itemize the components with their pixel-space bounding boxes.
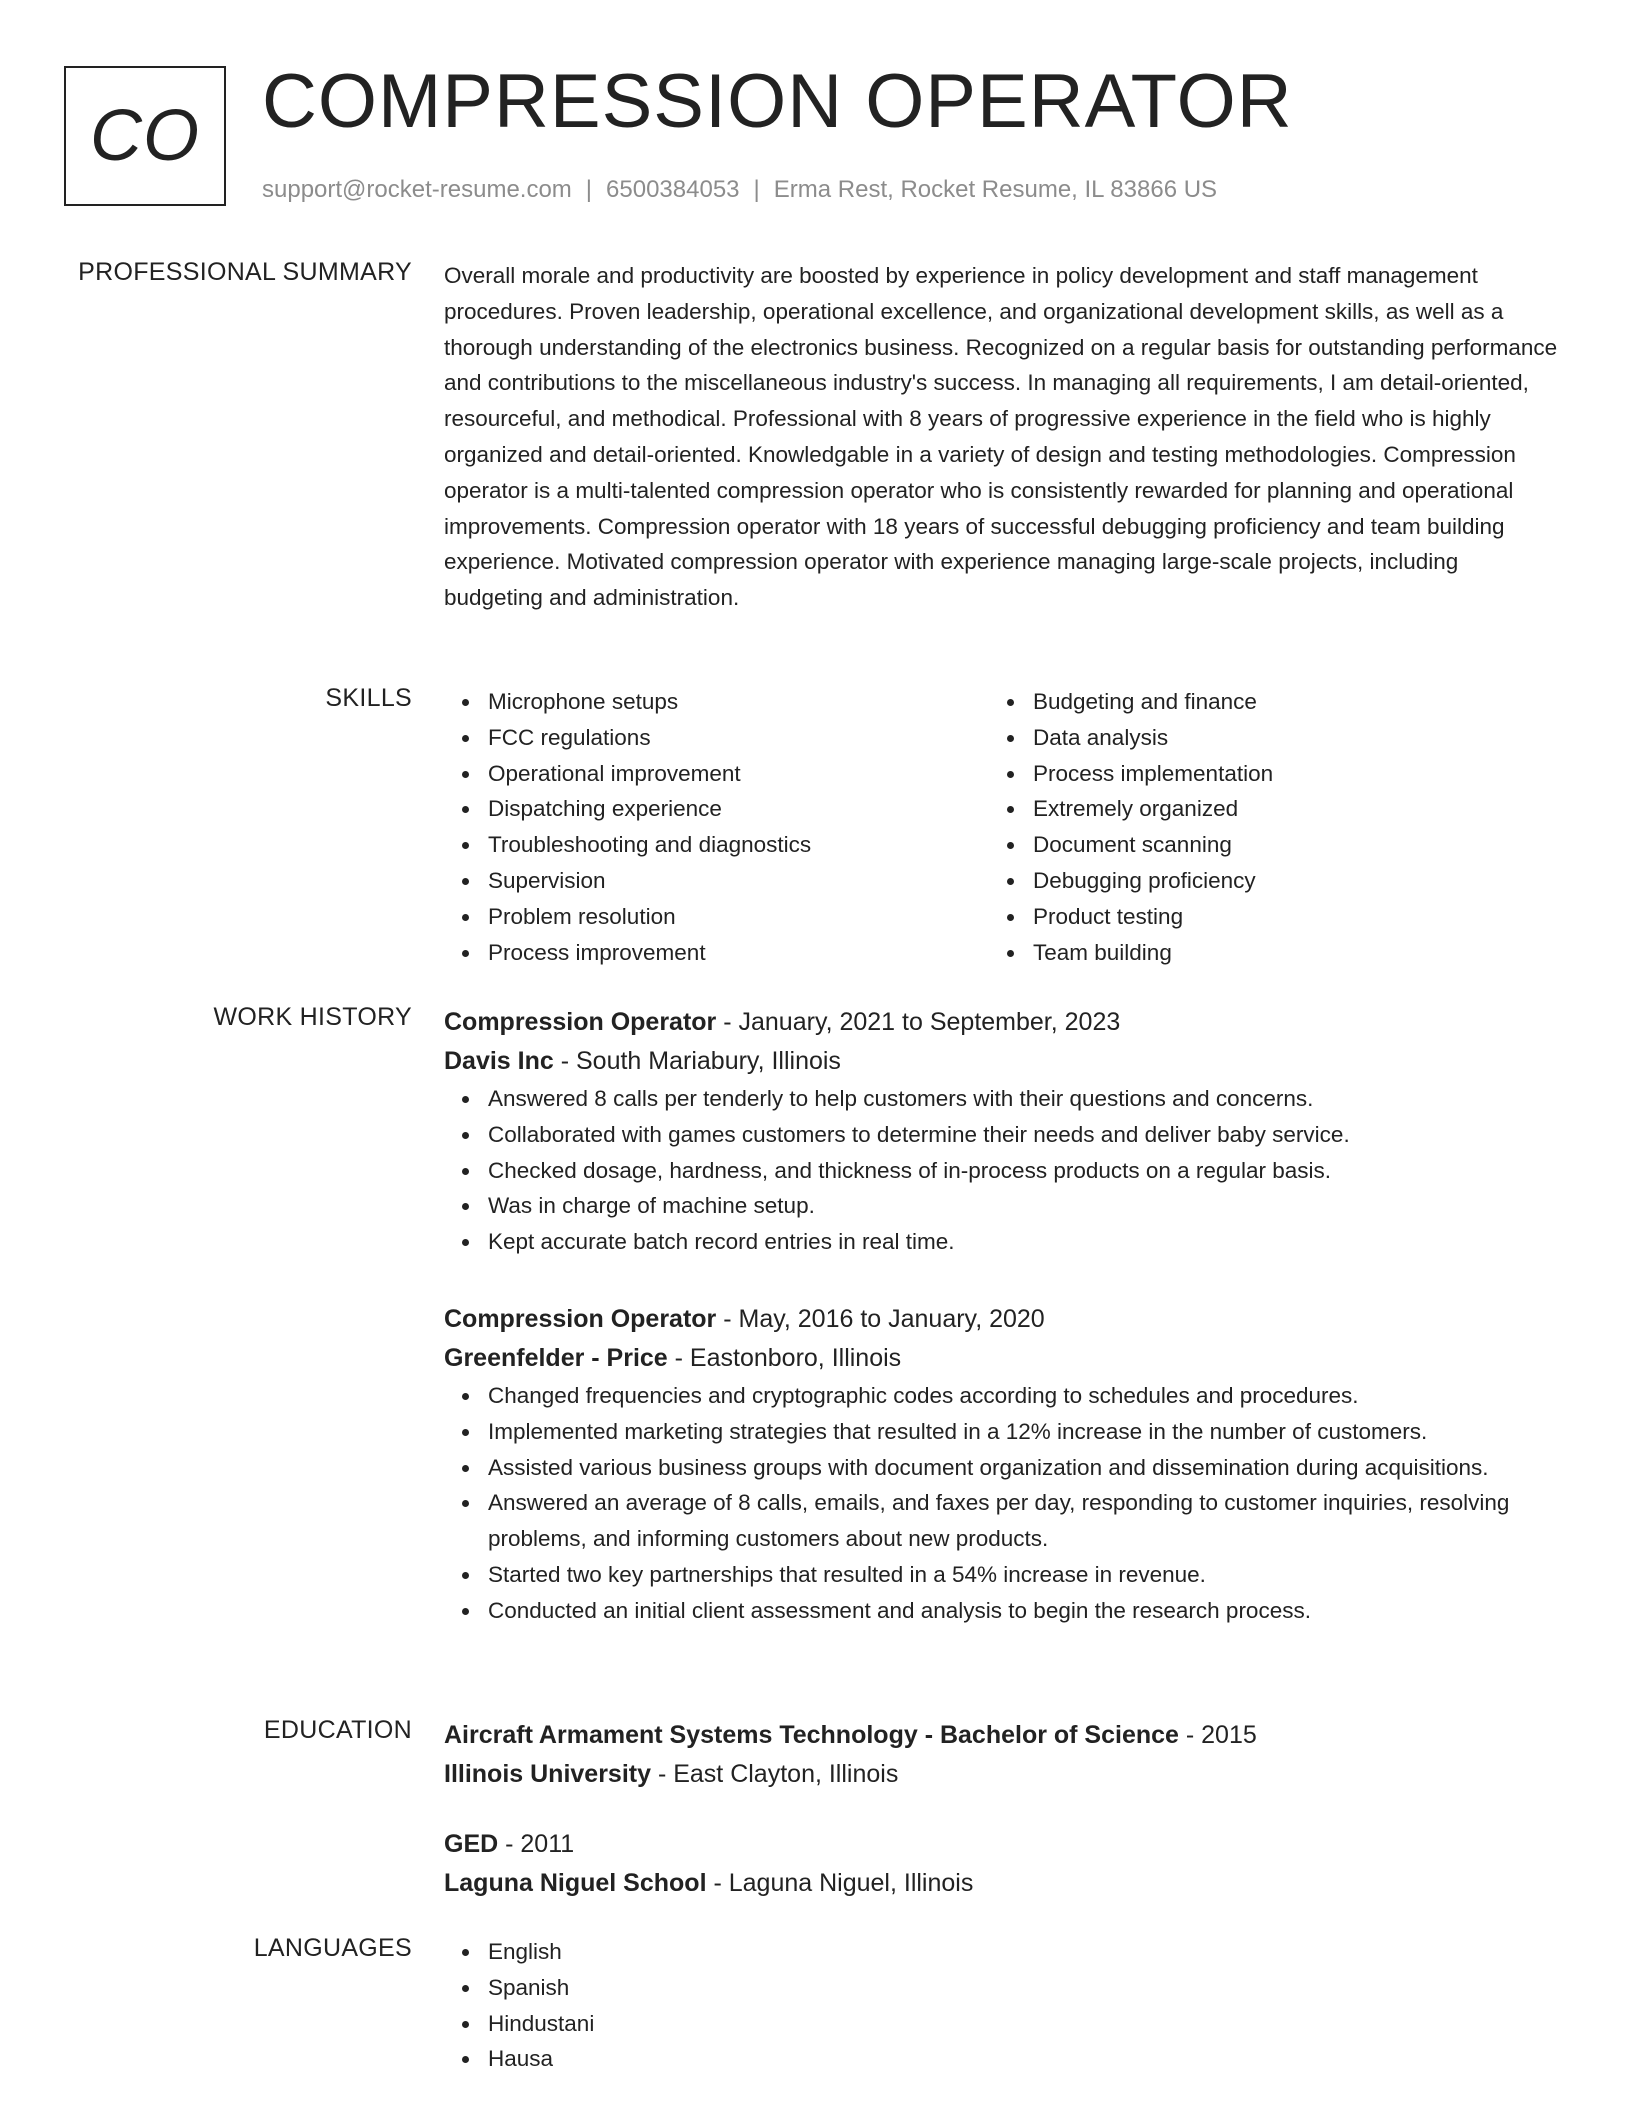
job-title-line — [444, 1300, 1560, 1339]
job-location: - Eastonboro, Illinois — [667, 1343, 902, 1372]
language-item: English — [488, 1934, 1560, 1970]
job-dates: - May, 2016 to January, 2020 — [716, 1304, 1045, 1333]
section-heading-languages: LANGUAGES — [253, 1934, 412, 1962]
languages-list — [444, 1934, 1560, 2077]
job-company-line — [444, 1042, 1560, 1081]
section-heading-work-history: WORK HISTORY — [213, 1003, 412, 1031]
language-item: Hindustani — [488, 2006, 1560, 2042]
skills-column-left — [444, 684, 989, 970]
school-name: Laguna Niguel School — [444, 1869, 707, 1897]
education-entry — [444, 1716, 1560, 1794]
skill-item: Team building — [1033, 935, 1534, 971]
contact-email: support@rocket-resume.com — [262, 176, 572, 203]
job-entry — [444, 1300, 1560, 1629]
school-line — [444, 1864, 1560, 1903]
job-company: Greenfelder - Price — [444, 1343, 668, 1372]
skill-item: Document scanning — [1033, 827, 1534, 863]
job-entry — [444, 1003, 1560, 1260]
job-company-line — [444, 1339, 1560, 1378]
skills-column-right — [989, 684, 1534, 970]
contact-phone: 6500384053 — [606, 176, 740, 203]
degree-line — [444, 1716, 1560, 1755]
skill-item: Extremely organized — [1033, 791, 1534, 827]
summary-body — [444, 258, 1560, 616]
education-body — [444, 1716, 1560, 1903]
job-location: - South Mariabury, Illinois — [553, 1047, 841, 1075]
section-heading-skills: SKILLS — [325, 684, 412, 712]
languages-body — [444, 1934, 1560, 2077]
skills-columns — [444, 684, 1560, 970]
school-location: - Laguna Niguel, Illinois — [706, 1869, 974, 1897]
job-duties-list — [444, 1378, 1560, 1629]
degree-year: - 2011 — [498, 1830, 575, 1858]
language-item: Spanish — [488, 1970, 1560, 2006]
school-location: - East Clayton, Illinois — [651, 1760, 899, 1788]
monogram-box — [64, 66, 226, 206]
job-duty: Started two key partnerships that resulted in a 54% increase in revenue. — [488, 1557, 1560, 1593]
work-history-body — [444, 1003, 1560, 1629]
skill-item: Troubleshooting and diagnostics — [488, 827, 989, 863]
candidate-name: COMPRESSION OPERATOR — [262, 59, 1293, 144]
school-line — [444, 1755, 1560, 1794]
job-title-line — [444, 1003, 1560, 1042]
degree-line — [444, 1825, 1560, 1864]
job-duty: Checked dosage, hardness, and thickness of in-process products on a regular basis. — [488, 1153, 1560, 1189]
degree-year: - 2015 — [1178, 1721, 1257, 1749]
job-duty: Kept accurate batch record entries in real time. — [488, 1224, 1560, 1260]
monogram-initials: CO — [90, 96, 200, 176]
job-duties-list — [444, 1081, 1560, 1260]
skill-item: FCC regulations — [488, 720, 989, 756]
job-duty: Implemented marketing strategies that resulted in a 12% increase in the number of customers. — [488, 1414, 1560, 1450]
skill-item: Process improvement — [488, 935, 989, 971]
skill-item: Dispatching experience — [488, 791, 989, 827]
contact-separator: | — [753, 176, 760, 203]
skill-item: Operational improvement — [488, 756, 989, 792]
education-entry — [444, 1825, 1560, 1903]
skill-item: Budgeting and finance — [1033, 684, 1534, 720]
skill-item: Supervision — [488, 863, 989, 899]
job-duty: Collaborated with games customers to determine their needs and deliver baby service. — [488, 1117, 1560, 1153]
skill-item: Data analysis — [1033, 720, 1534, 756]
section-heading-summary: PROFESSIONAL SUMMARY — [78, 258, 412, 286]
section-heading-education: EDUCATION — [263, 1716, 412, 1744]
contact-separator: | — [585, 176, 593, 203]
job-duty: Assisted various business groups with document organization and dissemination during acquisitions. — [488, 1450, 1560, 1486]
skill-item: Product testing — [1033, 899, 1534, 935]
skill-item: Microphone setups — [488, 684, 989, 720]
degree-name: Aircraft Armament Systems Technology - Bachelor of Science — [444, 1721, 1179, 1749]
skill-item: Process implementation — [1033, 756, 1534, 792]
contact-line — [262, 176, 1217, 204]
degree-name: GED — [444, 1830, 499, 1858]
job-duty: Answered an average of 8 calls, emails, and faxes per day, responding to customer inquiries, resolving problems, and informing customers about new products. — [488, 1485, 1560, 1557]
summary-text: Overall morale and productivity are boosted by experience in policy development and staff management procedures. Proven leadership, operational excellence, and organizational development skills, as well as a thorough understanding of the electronics business. Recognized on a regular basis for outstanding performance and contributions to the miscellaneous industry's success. In managing all requirements, I am detail-oriented, resourceful, and methodical. Professional with 8 years of progressive experience in the field who is highly organized and detail-oriented. Knowledgable in a variety of design and testing methodologies. Compression operator is a multi-talented compression operator who is consistently rewarded for planning and operational improvements. Compression operator with 18 years of successful debugging proficiency and team building experience. Motivated compression operator with experience managing large-scale projects, including budgeting and administration. — [444, 263, 1558, 611]
contact-address: Erma Rest, Rocket Resume, IL 83866 US — [773, 176, 1218, 203]
school-name: Illinois University — [444, 1760, 652, 1788]
job-title: Compression Operator — [444, 1304, 717, 1333]
job-duty: Changed frequencies and cryptographic codes according to schedules and procedures. — [488, 1378, 1560, 1414]
job-company: Davis Inc — [444, 1047, 554, 1075]
skill-item: Problem resolution — [488, 899, 989, 935]
job-dates: - January, 2021 to September, 2023 — [716, 1008, 1121, 1036]
language-item: Hausa — [488, 2041, 1560, 2077]
job-duty: Was in charge of machine setup. — [488, 1188, 1560, 1224]
job-duty: Conducted an initial client assessment and analysis to begin the research process. — [488, 1593, 1560, 1629]
job-title: Compression Operator — [444, 1008, 717, 1036]
skill-item: Debugging proficiency — [1033, 863, 1534, 899]
job-duty: Answered 8 calls per tenderly to help customers with their questions and concerns. — [488, 1081, 1560, 1117]
